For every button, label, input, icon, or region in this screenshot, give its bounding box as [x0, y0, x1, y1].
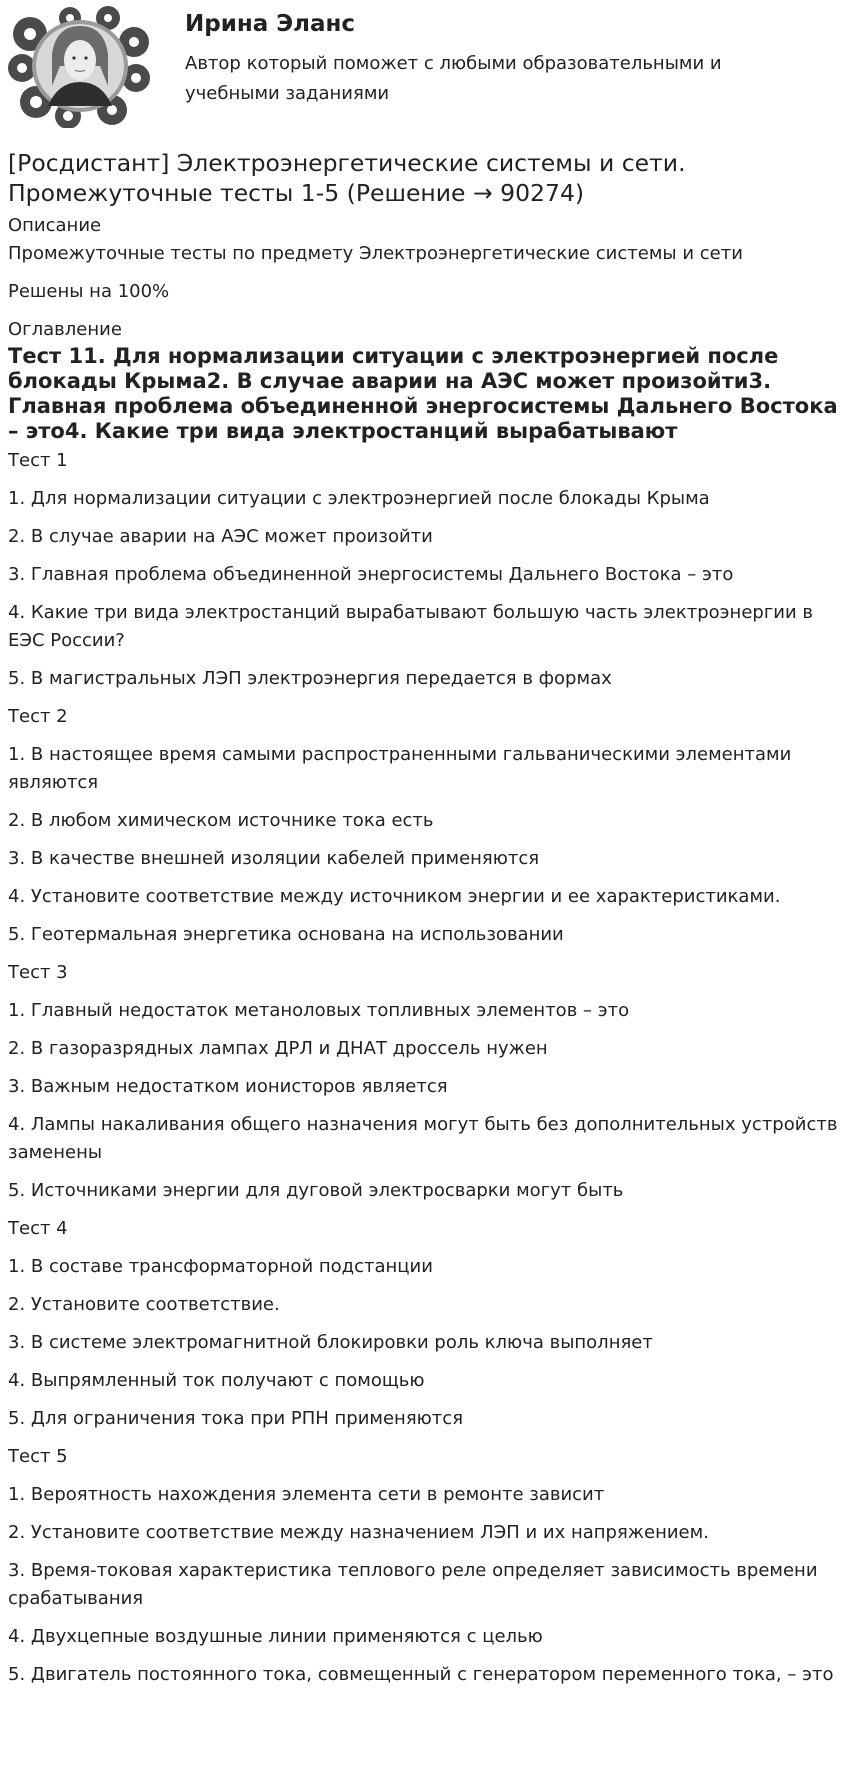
avatar[interactable]: [8, 6, 152, 128]
test-block: [8, 703, 840, 949]
question-item: 2. В любом химическом источнике тока есть: [8, 810, 434, 831]
question-item: 5. В магистральных ЛЭП электроэнергия передается в формах: [8, 668, 612, 689]
question-item: 4. Двухцепные воздушные линии применяются с целью: [8, 1626, 543, 1647]
test-title: Тест 4: [8, 1218, 68, 1239]
question-item: 2. Установите соответствие между назначением ЛЭП и их напряжением.: [8, 1522, 709, 1543]
author-name[interactable]: Ирина Эланс: [185, 11, 356, 37]
question-item: 5. Для ограничения тока при РПН применяются: [8, 1408, 464, 1429]
test-title: Тест 3: [8, 962, 68, 983]
question-item: 2. Установите соответствие.: [8, 1294, 280, 1315]
question-item: 4. Установите соответствие между источником энергии и ее характеристиками.: [8, 886, 781, 907]
question-item: 1. Для нормализации ситуации с электроэнергией после блокады Крыма: [8, 488, 710, 509]
question-item: 3. В качестве внешней изоляции кабелей применяются: [8, 848, 540, 869]
question-item: 5. Двигатель постоянного тока, совмещенный с генератором переменного тока, – это: [8, 1664, 834, 1685]
document-title: [Росдистант] Электроэнергетические системы и сети. Промежуточные тесты 1-5 (Решение → 90274): [8, 149, 686, 207]
test-title: Тест 5: [8, 1446, 68, 1467]
toc-label: Оглавление: [8, 319, 122, 340]
question-item: 3. Важным недостатком ионисторов является: [8, 1076, 448, 1097]
author-bio: Автор который поможет с любыми образовательными и учебными заданиями: [185, 53, 722, 104]
question-item: 4. Какие три вида электростанций вырабатывают большую часть электроэнергии в ЕЭС России?: [8, 602, 813, 651]
question-item: 2. В случае аварии на АЭС может произойти: [8, 526, 433, 547]
question-item: 4. Лампы накаливания общего назначения могут быть без дополнительных устройств заменены: [8, 1114, 838, 1163]
toc-heading: Тест 11. Для нормализации ситуации с электроэнергией после блокады Крыма2. В случае аварии на АЭС может произойти3. Главная проблема объединенной энергосистемы Дальнего Востока – это4. Какие три вида электростанций вырабатывают: [8, 344, 838, 443]
document: [8, 148, 840, 1699]
question-item: 1. В составе трансформаторной подстанции: [8, 1256, 433, 1277]
description-text: Промежуточные тесты по предмету Электроэнергетические системы и сети: [8, 243, 743, 264]
description-label: Описание: [8, 215, 102, 236]
question-item: 1. Вероятность нахождения элемента сети в ремонте зависит: [8, 1484, 605, 1505]
author-card: [0, 0, 847, 140]
question-item: 1. Главный недостаток метаноловых топливных элементов – это: [8, 1000, 630, 1021]
question-item: 4. Выпрямленный ток получают с помощью: [8, 1370, 425, 1391]
test-title: Тест 2: [8, 706, 68, 727]
test-block: [8, 1215, 840, 1433]
test-block: [8, 447, 840, 693]
question-item: 2. В газоразрядных лампах ДРЛ и ДНАТ дроссель нужен: [8, 1038, 548, 1059]
test-block: [8, 1443, 840, 1689]
film-reel-frame-icon: [8, 6, 152, 128]
question-item: 3. В системе электромагнитной блокировки роль ключа выполняет: [8, 1332, 653, 1353]
question-item: 5. Геотермальная энергетика основана на использовании: [8, 924, 564, 945]
question-item: 3. Главная проблема объединенной энергосистемы Дальнего Востока – это: [8, 564, 734, 585]
question-item: 1. В настоящее время самыми распространенными гальваническими элементами являются: [8, 744, 792, 793]
test-block: [8, 959, 840, 1205]
test-title: Тест 1: [8, 450, 68, 471]
solved-text: Решены на 100%: [8, 281, 170, 302]
question-item: 3. Время-токовая характеристика теплового реле определяет зависимость времени срабатывания: [8, 1560, 818, 1609]
question-item: 5. Источниками энергии для дуговой электросварки могут быть: [8, 1180, 624, 1201]
